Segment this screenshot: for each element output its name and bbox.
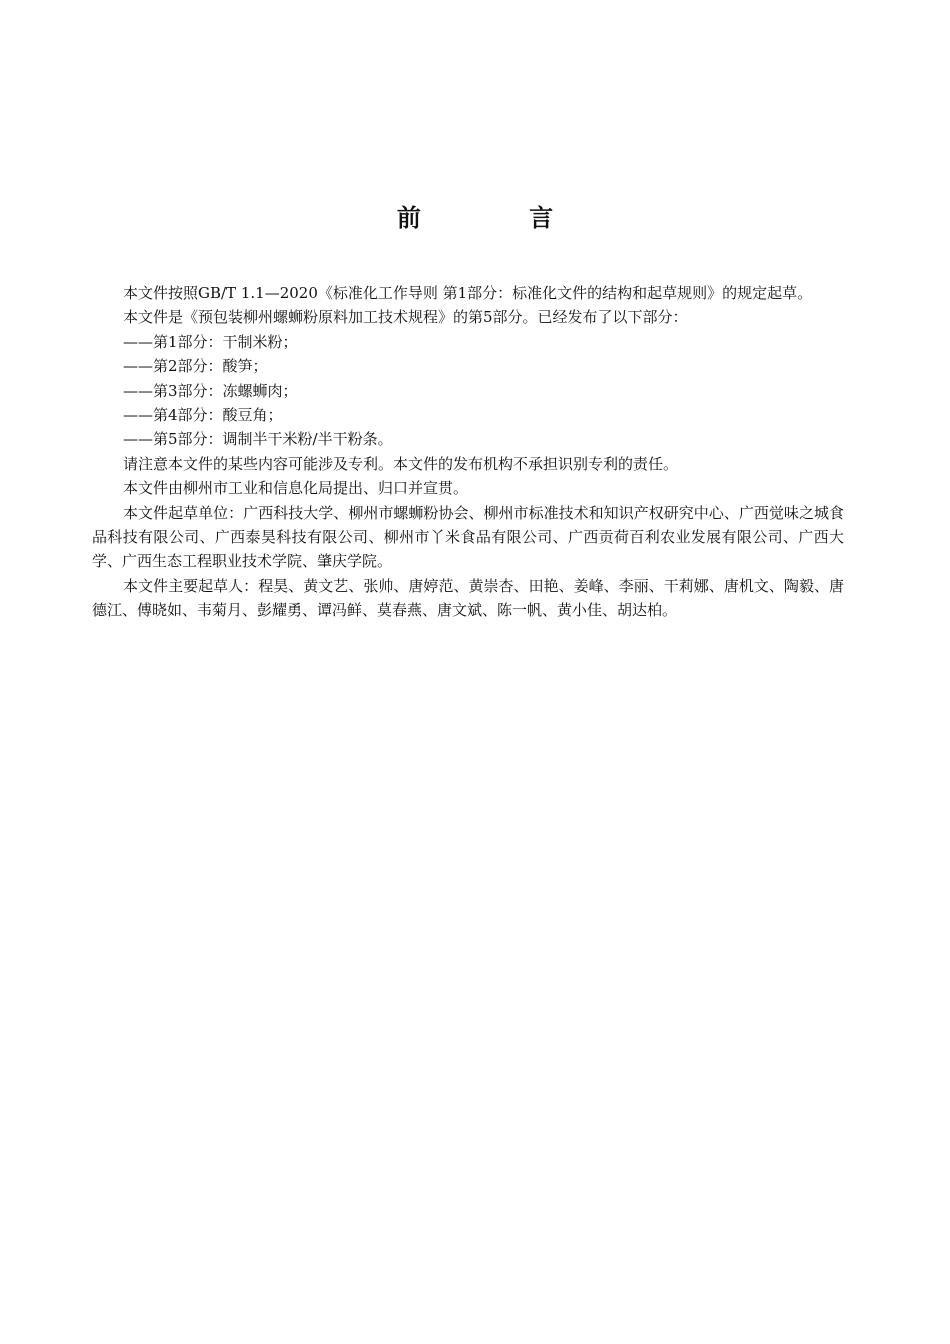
page-title: 前 言 [396,204,604,232]
list-item-part-4: ——第4部分：酸豆角； [123,406,283,425]
list-item-part-5: ——第5部分：调制半干米粉/半干粉条。 [123,430,393,449]
paragraph-proposer: 本文件由柳州市工业和信息化局提出、归口并宣贯。 [123,479,469,498]
paragraph-drafting-units: 本文件起草单位：广西科技大学、柳州市螺蛳粉协会、柳州市标准技术和知识产权研究中心、广西觉味之城食品科技有限公司、广西泰昊科技有限公司、柳州市丫米食品有限公司、广西贡荷百利农业发展有限公司、广西大学、广西生态工程职业技术学院、肇庆学院。 [92,503,844,571]
paragraph-drafters: 本文件主要起草人：程昊、黄文艺、张帅、唐婷范、黄崇杏、田艳、姜峰、李丽、干莉娜、唐机文、陶毅、唐德江、傅晓如、韦菊月、彭耀勇、谭冯鲜、莫春燕、唐文斌、陈一帆、黄小佳、胡达柏。 [92,576,844,620]
paragraph-patent-notice: 请注意本文件的某些内容可能涉及专利。本文件的发布机构不承担识别专利的责任。 [123,454,679,473]
list-item-part-2: ——第2部分：酸笋； [123,357,268,376]
paragraph-drafting-rules: 本文件按照GB/T 1.1—2020《标准化工作导则 第1部分：标准化文件的结构和起草规则》的规定起草。 [123,284,813,302]
foreword-body [92,281,844,623]
paragraph-series-intro: 本文件是《预包装柳州螺蛳粉原料加工技术规程》的第5部分。已经发布了以下部分： [123,308,688,327]
list-item-part-1: ——第1部分：干制米粉； [123,332,298,351]
list-item-part-3: ——第3部分：冻螺蛳肉； [123,381,298,400]
